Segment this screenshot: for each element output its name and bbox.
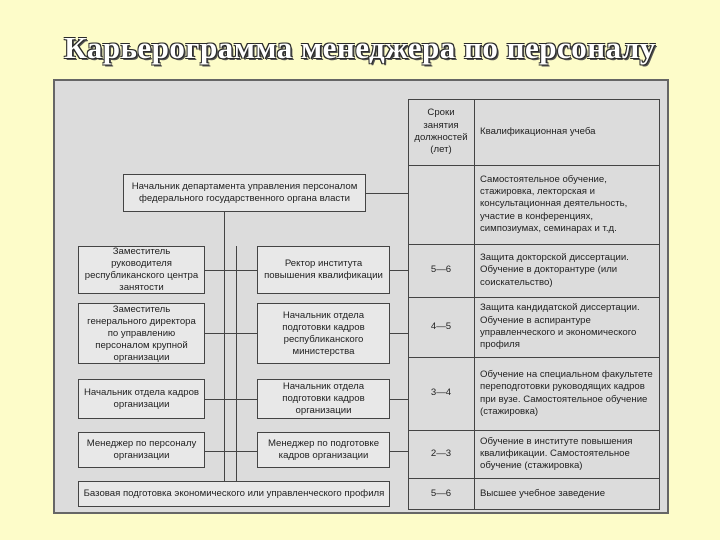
row-years: 5—6 (430, 487, 452, 499)
position-right: Начальник отдела подготовки кадров организации (257, 379, 390, 419)
row-training: Высшее учебное заведение (480, 487, 606, 499)
connector-line (390, 451, 408, 452)
position-right: Менеджер по подготовке кадров организации (257, 432, 390, 468)
row-training: Защита кандидатской диссертации. Обучение в аспирантуре управленческого и экономического профиля (480, 302, 640, 351)
connector-line (390, 270, 408, 271)
row-years: 3—4 (430, 387, 452, 399)
position-left: Менеджер по персоналу организации (78, 432, 205, 468)
connector-line (366, 193, 408, 194)
header-training: Квалификационная учеба (480, 125, 596, 137)
row-years: 2—3 (430, 447, 452, 459)
connector-line (205, 270, 257, 271)
row-years (408, 165, 474, 244)
position-top: Начальник департамента управления персоналом федерального государственного органа власти (123, 174, 366, 212)
connector-line (390, 399, 408, 400)
connector-line (205, 399, 257, 400)
career-chart-scan (53, 79, 669, 514)
row-training: Самостоятельное обучение, стажировка, лекторская и консультационная деятельность, участие в конференциях, симпозиумах, семинарах и т.д. (480, 173, 628, 234)
row-training: Обучение на специальном факультете переподготовки руководящих кадров при вузе. Самостоятельное обучение (стажировка) (480, 368, 653, 417)
position-right: Начальник отдела подготовки кадров республиканского министерства (257, 303, 390, 364)
header-years: Сроки занятия должностей (лет) (414, 107, 468, 156)
row-training: Защита докторской диссертации. Обучение в докторантуре (или соискательство) (480, 252, 629, 288)
row-training: Обучение в институте повышения квалификации. Самостоятельное обучение (стажировка) (480, 435, 633, 472)
connector-line (205, 451, 257, 452)
position-left: Начальник отдела кадров организации (78, 379, 205, 419)
trunk-line (224, 211, 225, 483)
slide-title: Карьерограмма менеджера по персоналу (64, 30, 656, 65)
connector-line (390, 333, 408, 334)
position-left: Заместитель генерального директора по управлению персоналом крупной организации (78, 303, 205, 364)
connector-line (205, 333, 257, 334)
position-base: Базовая подготовка экономического или управленческого профиля (78, 481, 390, 507)
position-right: Ректор института повышения квалификации (257, 246, 390, 294)
row-years: 5—6 (430, 264, 452, 276)
trunk-line-right (236, 246, 237, 483)
position-left: Заместитель руководителя республиканского центра занятости (78, 246, 205, 294)
row-years: 4—5 (430, 320, 452, 332)
